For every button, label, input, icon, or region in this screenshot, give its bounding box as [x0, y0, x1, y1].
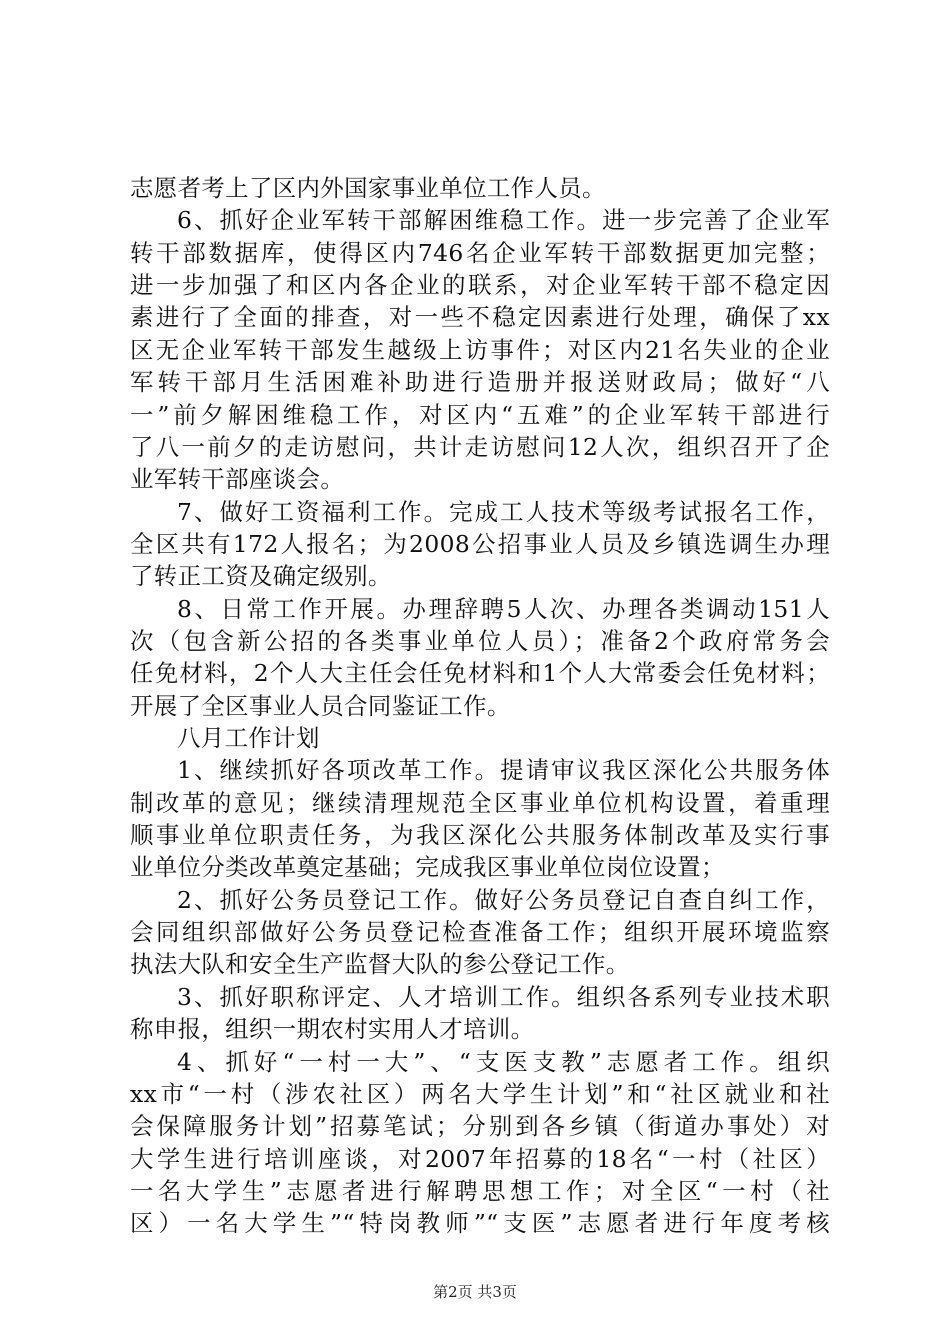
text-line: 进一步加强了和区内各企业的联系，对企业军转干部不稳定因: [130, 271, 830, 300]
text-line: 转干部数据库，使得区内746名企业军转干部数据更加完整；: [130, 238, 830, 267]
text-line: 7、做好工资福利工作。完成工人技术等级考试报名工作，: [177, 497, 830, 526]
text-line: 开展了全区事业人员合同鉴证工作。: [130, 691, 511, 720]
text-line: 会同组织部做好公务员登记检查准备工作；组织开展环境监察: [130, 918, 830, 947]
text-line: 3、抓好职称评定、人才培训工作。组织各系列专业技术职: [177, 982, 830, 1011]
text-line: 八月工作计划: [177, 724, 320, 752]
text-line: 1、继续抓好各项改革工作。提请审议我区深化公共服务体: [177, 756, 830, 785]
text-line: 业单位分类改革奠定基础；完成我区事业单位岗位设置；: [130, 853, 725, 882]
text-line: 业军转干部座谈会。: [130, 465, 345, 494]
text-line: 会保障服务计划”招募笔试；分别到各乡镇（街道办事处）对: [130, 1112, 830, 1141]
page-footer: 第2页 共3页: [433, 1283, 517, 1301]
text-line: 区）一名大学生”“特岗教师”“支医”志愿者进行年度考核: [130, 1209, 830, 1238]
text-line: 称申报，组织一期农村实用人才培训。: [130, 1015, 535, 1044]
text-line: 2、抓好公务员登记工作。做好公务员登记自查自纠工作，: [177, 885, 830, 914]
text-line: 全区共有172人报名；为2008公招事业人员及乡镇选调生办理: [130, 529, 830, 558]
text-line: 一名大学生”志愿者进行解聘思想工作；对全区“一村（社: [130, 1176, 830, 1205]
text-line: 了转正工资及确定级别。: [130, 562, 392, 591]
text-line: 顺事业单位职责任务，为我区深化公共服务体制改革及实行事: [130, 821, 830, 849]
text-line: 大学生进行培训座谈，对2007年招募的18名“一村（社区）: [130, 1144, 830, 1173]
text-line: 次（包含新公招的各类事业单位人员）；准备2个政府常务会: [130, 626, 830, 655]
text-line: 任免材料，2个人大主任会任免材料和1个人大常委会任免材料；: [130, 659, 830, 688]
text-line: 素进行了全面的排查，对一些不稳定因素进行处理，确保了xx: [130, 303, 830, 332]
text-line: 了八一前夕的走访慰问，共计走访慰问12人次，组织召开了企: [130, 432, 830, 461]
text-line: 执法大队和安全生产监督大队的参公登记工作。: [130, 950, 630, 979]
text-line: 制改革的意见；继续清理规范全区事业单位机构设置，着重理: [130, 788, 830, 817]
text-line: 一”前夕解困维稳工作，对区内“五难”的企业军转干部进行: [130, 400, 830, 429]
text-line: 志愿者考上了区内外国家事业单位工作人员。: [130, 174, 606, 202]
text-line: 军转干部月生活困难补助进行造册并报送财政局；做好“八: [130, 368, 830, 397]
text-line: 6、抓好企业军转干部解困维稳工作。进一步完善了企业军: [177, 206, 830, 235]
text-line: 区无企业军转干部发生越级上访事件；对区内21名失业的企业: [130, 335, 830, 364]
text-line: 4、抓好“一村一大”、“支医支教”志愿者工作。组织: [177, 1047, 830, 1076]
text-line: 8、日常工作开展。办理辞聘5人次、办理各类调动151人: [177, 594, 830, 623]
text-line: xx市“一村（涉农社区）两名大学生计划”和“社区就业和社: [130, 1079, 830, 1108]
